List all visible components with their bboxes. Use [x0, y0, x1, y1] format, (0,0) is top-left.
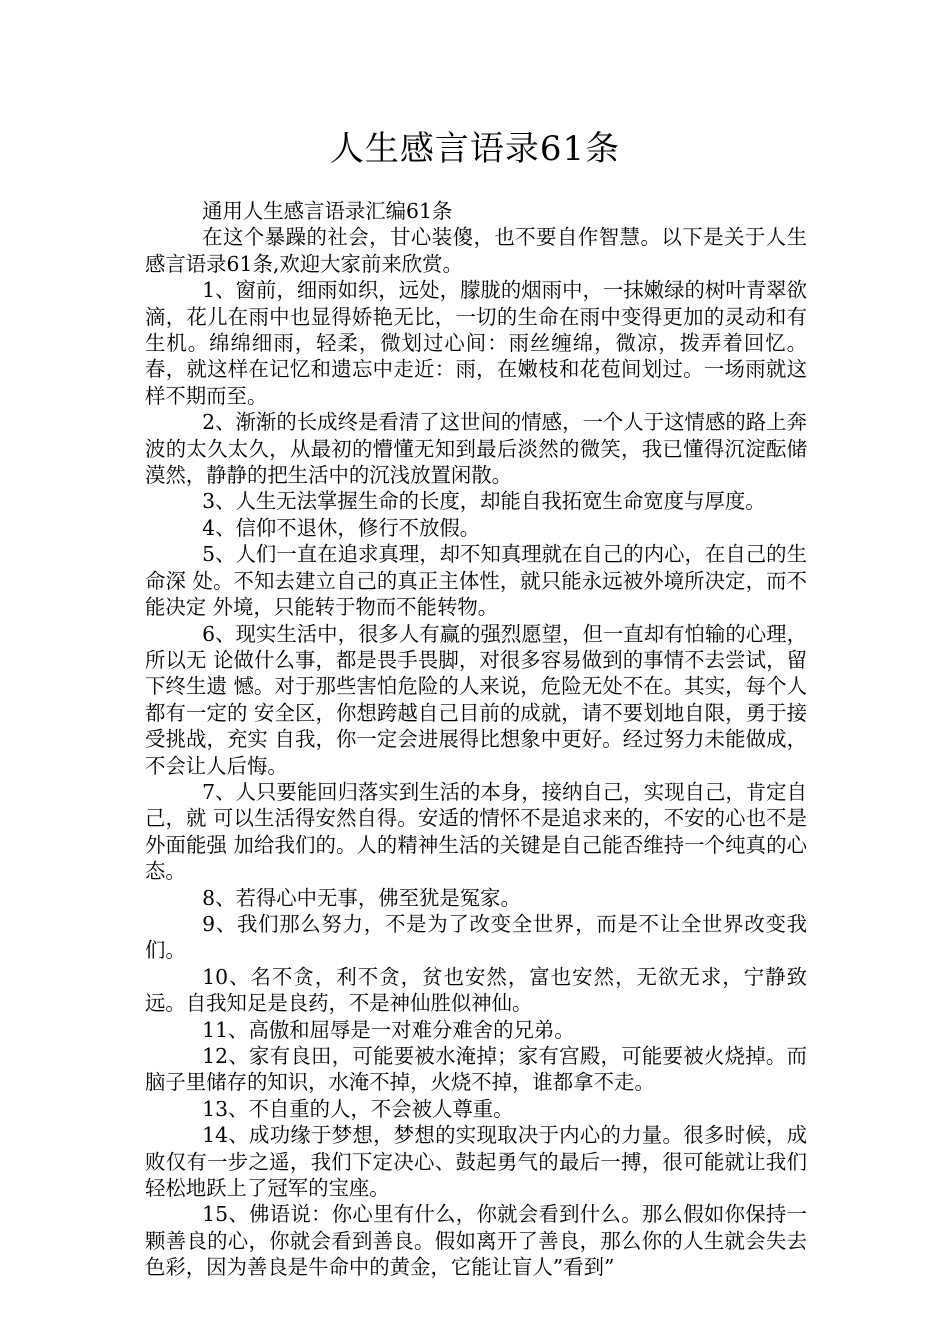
- paragraph-item-13: 13、不自重的人，不会被人尊重。: [202, 1096, 514, 1121]
- document-body: [145, 198, 807, 1281]
- paragraph-item-10: 10、名不贪，利不贪，贫也安然，富也安然，无欲无求，宁静致远。自我知足是良药，不是神仙胜似神仙。: [145, 964, 807, 1016]
- paragraph-item-7: 7、人只要能回归落实到生活的本身，接纳自己，实现自己，肯定自己，就 可以生活得安然自得。安适的情怀不是追求来的，不安的心也不是外面能强 加给我们的。人的精神生活的关键是自己能否维持一个纯真的心态。: [145, 779, 807, 884]
- document-title: 人生感言语录61条: [329, 129, 621, 169]
- paragraph-item-8: 8、若得心中无事，佛至犹是冤家。: [202, 885, 521, 910]
- paragraph-item-1: 1、窗前，细雨如织，远处，朦胧的烟雨中，一抹嫩绿的树叶青翠欲滴，花儿在雨中也显得娇艳无比，一切的生命在雨中变得更加的灵动和有生机。绵绵细雨，轻柔，微划过心间：雨丝缠绵，微凉，拨弄着回忆。春，就这样在记忆和遗忘中走近：雨，在嫩枝和花苞间划过。一场雨就这样不期而至。: [145, 278, 807, 408]
- paragraph-subtitle: 通用人生感言语录汇编61条: [202, 199, 453, 223]
- paragraph-item-5: 5、人们一直在追求真理，却不知真理就在自己的内心，在自己的生命深 处。不知去建立自己的真正主体性，就只能永远被外境所决定，而不能决定 外境，只能转于物而不能转物。: [145, 542, 807, 620]
- paragraph-item-9: 9、我们那么努力，不是为了改变全世界，而是不让全世界改变我们。: [145, 911, 807, 963]
- paragraph-item-11: 11、高傲和屈辱是一对难分难舍的兄弟。: [202, 1017, 575, 1042]
- paragraph-item-12: 12、家有良田，可能要被水淹掉；家有宫殿，可能要被火烧掉。而脑子里储存的知识，水淹不掉，火烧不掉，谁都拿不走。: [145, 1044, 807, 1095]
- paragraph-item-6: 6、现实生活中，很多人有赢的强烈愿望，但一直却有怕输的心理，所以无 论做什么事，都是畏手畏脚，对很多容易做到的事情不去尝试，留下终生遗 憾。对于那些害怕危险的人来说，危险无处不在。其实，每个人都有一定的 安全区，你想跨越自己目前的成就，请不要划地自限，勇于接受挑战，充实 自我，你一定会进展得比想象中更好。经过努力未能做成，不会让人后悔。: [145, 621, 807, 778]
- paragraph-item-14: 14、成功缘于梦想，梦想的实现取决于内心的力量。很多时候，成败仅有一步之遥，我们下定决心、鼓起勇气的最后一搏，很可能就让我们轻松地跃上了冠军的宝座。: [145, 1123, 807, 1201]
- paragraph-intro: 在这个暴躁的社会，甘心装傻，也不要自作智慧。以下是关于人生感言语录61条,欢迎大家前来欣赏。: [145, 225, 807, 276]
- paragraph-item-3: 3、人生无法掌握生命的长度，却能自我拓宽生命宽度与厚度。: [202, 489, 766, 514]
- paragraph-item-2: 2、渐渐的长成终是看清了这世间的情感，一个人于这情感的路上奔波的太久太久，从最初的懵懂无知到最后淡然的微笑，我已懂得沉淀酝储漠然，静静的把生活中的沉浅放置闲散。: [145, 410, 807, 488]
- paragraph-item-4: 4、信仰不退休，修行不放假。: [202, 515, 481, 540]
- paragraph-item-15: 15、佛语说：你心里有什么，你就会看到什么。那么假如你保持一颗善良的心，你就会看到善良。假如离开了善良，那么你的人生就会失去色彩，因为善良是牛命中的黄金，它能让盲人”看到”: [145, 1202, 807, 1280]
